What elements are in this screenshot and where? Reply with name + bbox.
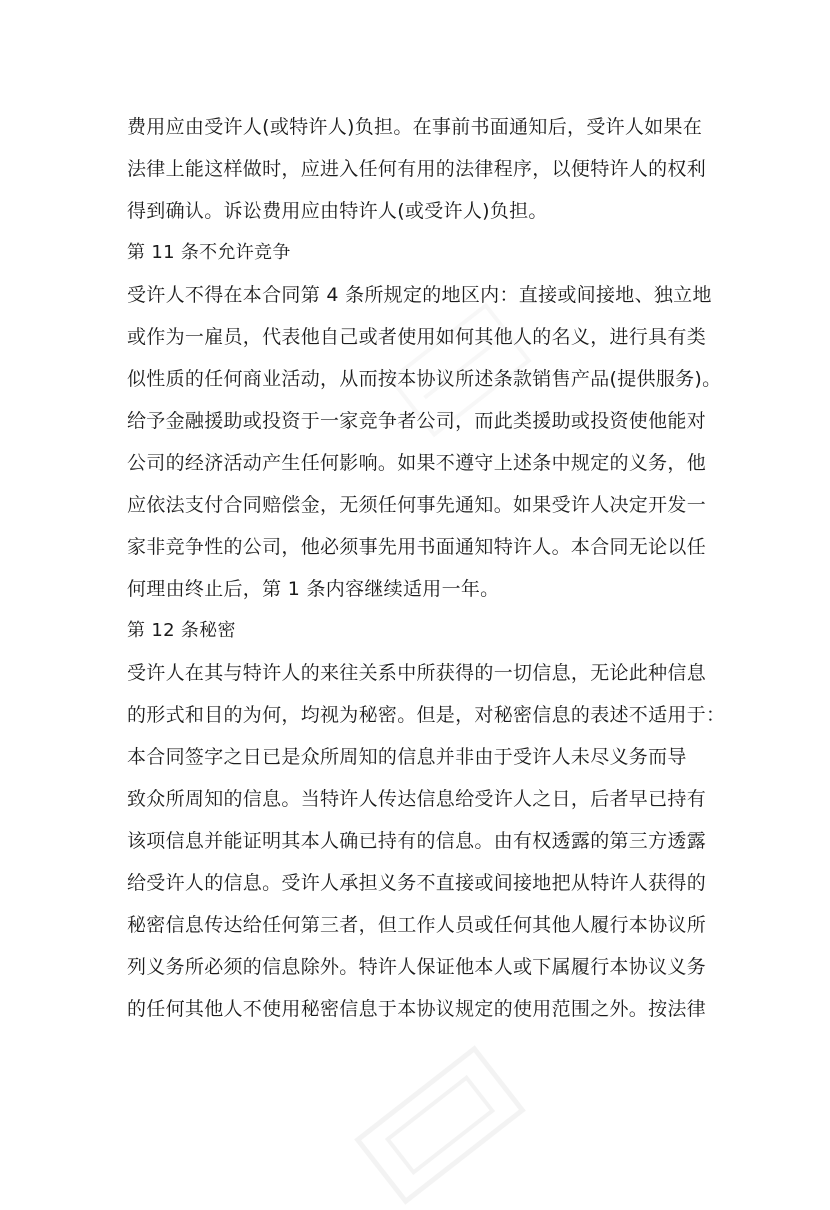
text-line: 似性质的任何商业活动，从而按本协议所述条款销售产品(提供服务)。 bbox=[127, 368, 722, 390]
text-line: 受许人不得在本合同第 4 条所规定的地区内：直接或间接地、独立地 bbox=[127, 284, 712, 306]
text-line: 公司的经济活动产生任何影响。如果不遵守上述条中规定的义务，他 bbox=[127, 452, 707, 474]
text-line: 给予金融援助或投资于一家竞争者公司，而此类援助或投资使他能对 bbox=[127, 410, 707, 432]
text-line: 本合同签字之日已是众所周知的信息并非由于受许人未尽义务而导 bbox=[127, 746, 687, 768]
text-line: 的形式和目的为何，均视为秘密。但是，对秘密信息的表述不适用于： bbox=[127, 704, 726, 726]
text-line: 家非竞争性的公司，他必须事先用书面通知特许人。本合同无论以任 bbox=[127, 536, 707, 558]
text-line: 该项信息并能证明其本人确已持有的信息。由有权透露的第三方透露 bbox=[127, 830, 707, 852]
text-line: 何理由终止后，第 1 条内容继续适用一年。 bbox=[127, 578, 500, 600]
text-line: 或作为一雇员，代表他自己或者使用如何其他人的名义，进行具有类 bbox=[127, 326, 707, 348]
watermark-stamp bbox=[349, 1040, 530, 1209]
text-line: 费用应由受许人(或特许人)负担。在事前书面通知后，受许人如果在 bbox=[127, 116, 703, 138]
text-line: 得到确认。诉讼费用应由特许人(或受许人)负担。 bbox=[127, 200, 548, 222]
text-line: 致众所周知的信息。当特许人传达信息给受许人之日，后者早已持有 bbox=[127, 788, 707, 810]
section-heading-11: 第 11 条不允许竞争 bbox=[127, 242, 291, 263]
text-line: 秘密信息传达给任何第三者，但工作人员或任何其他人履行本协议所 bbox=[127, 914, 707, 936]
section-heading-12: 第 12 条秘密 bbox=[127, 620, 236, 641]
text-line: 的任何其他人不使用秘密信息于本协议规定的使用范围之外。按法律 bbox=[127, 998, 707, 1020]
document-body bbox=[127, 106, 726, 1030]
text-line: 给受许人的信息。受许人承担义务不直接或间接地把从特许人获得的 bbox=[127, 872, 707, 894]
text-line: 应依法支付合同赔偿金，无须任何事先通知。如果受许人决定开发一 bbox=[127, 494, 707, 516]
text-line: 法律上能这样做时，应进入任何有用的法律程序，以便特许人的权利 bbox=[127, 158, 707, 180]
text-line: 列义务所必须的信息除外。特许人保证他本人或下属履行本协议义务 bbox=[127, 956, 707, 978]
text-line: 受许人在其与特许人的来往关系中所获得的一切信息，无论此种信息 bbox=[127, 662, 707, 684]
